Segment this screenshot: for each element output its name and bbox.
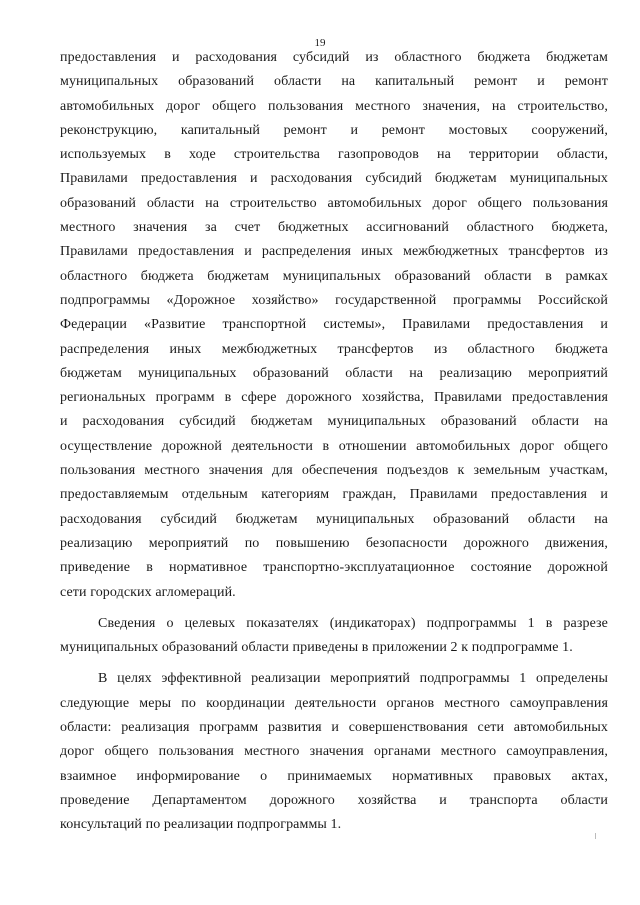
- text-line: муниципальных образований области приведены в приложении 2 к подпрограмме 1.: [60, 640, 573, 656]
- paragraph-gap: [60, 660, 608, 667]
- text-line: региональных программ в сфере дорожного хозяйства, Правилами предоставления: [60, 390, 608, 406]
- text-line: и расходования субсидий бюджетам муниципальных образований области на: [60, 414, 608, 430]
- text-line: предоставления и расходования субсидий из областного бюджета бюджетам: [60, 50, 608, 65]
- text-line: реконструкцию, капитальный ремонт и ремонт мостовых сооружений,: [60, 122, 608, 138]
- text-line: бюджетам муниципальных образований области на реализацию мероприятий: [60, 365, 608, 381]
- text-line: дорог общего пользования местного значения органами местного самоуправления,: [60, 744, 608, 760]
- paragraph-gap: [60, 605, 608, 612]
- text-line: местного значения за счет бюджетных ассигнований областного бюджета,: [60, 220, 608, 236]
- paragraph: [60, 46, 608, 605]
- text-line: образований области на строительство автомобильных дорог общего пользования: [60, 195, 608, 211]
- text-line: области: реализация программ развития и совершенствования сети автомобильных: [60, 720, 608, 736]
- text-line: приведение в нормативное транспортно-эксплуатационное состояние дорожной: [60, 560, 608, 576]
- text-line: В целях эффективной реализации мероприятий подпрограммы 1 определены: [98, 671, 608, 687]
- text-line: проведение Департаментом дорожного хозяйства и транспорта области: [60, 792, 608, 808]
- text-line: осуществление дорожной деятельности в отношении автомобильных дорог общего: [60, 438, 608, 454]
- text-line: Правилами предоставления и расходования субсидий бюджетам муниципальных: [60, 171, 608, 187]
- text-line: консультаций по реализации подпрограммы 1.: [60, 817, 342, 833]
- text-line: распределения иных межбюджетных трансфертов из областного бюджета: [60, 341, 608, 357]
- text-line: используемых в ходе строительства газопроводов на территории области,: [60, 147, 608, 163]
- text-line: муниципальных образований области на капитальный ремонт и ремонт: [60, 74, 608, 90]
- paragraph: [60, 667, 608, 837]
- text-line: реализацию мероприятий по повышению безопасности дорожного движения,: [60, 535, 608, 551]
- text-line: предоставляемым отдельным категориям граждан, Правилами предоставления и: [60, 487, 608, 503]
- page-number: 19: [314, 37, 326, 49]
- text-line: областного бюджета бюджетам муниципальных образований области в рамках: [60, 268, 608, 284]
- text-line: пользования местного значения для обеспечения подъездов к земельным участкам,: [60, 463, 608, 479]
- text-line: Правилами предоставления и распределения иных межбюджетных трансфертов из: [60, 244, 608, 260]
- text-line: Сведения о целевых показателях (индикаторах) подпрограммы 1 в разрезе: [98, 615, 608, 631]
- paragraph: [60, 612, 608, 661]
- text-line: Федерации «Развитие транспортной системы», Правилами предоставления и: [60, 317, 608, 333]
- text-line: сети городских агломераций.: [60, 584, 236, 600]
- text-line: автомобильных дорог общего пользования местного значения, на строительство,: [60, 98, 608, 114]
- scan-artifact-mark: [595, 833, 596, 839]
- text-line: расходования субсидий бюджетам муниципальных образований области на: [60, 511, 608, 527]
- text-line: следующие меры по координации деятельности органов местного самоуправления: [60, 695, 608, 711]
- text-line: подпрограммы «Дорожное хозяйство» государственной программы Российской: [60, 292, 608, 308]
- body-text: [60, 46, 608, 838]
- text-line: взаимное информирование о принимаемых нормативных правовых актах,: [60, 768, 608, 784]
